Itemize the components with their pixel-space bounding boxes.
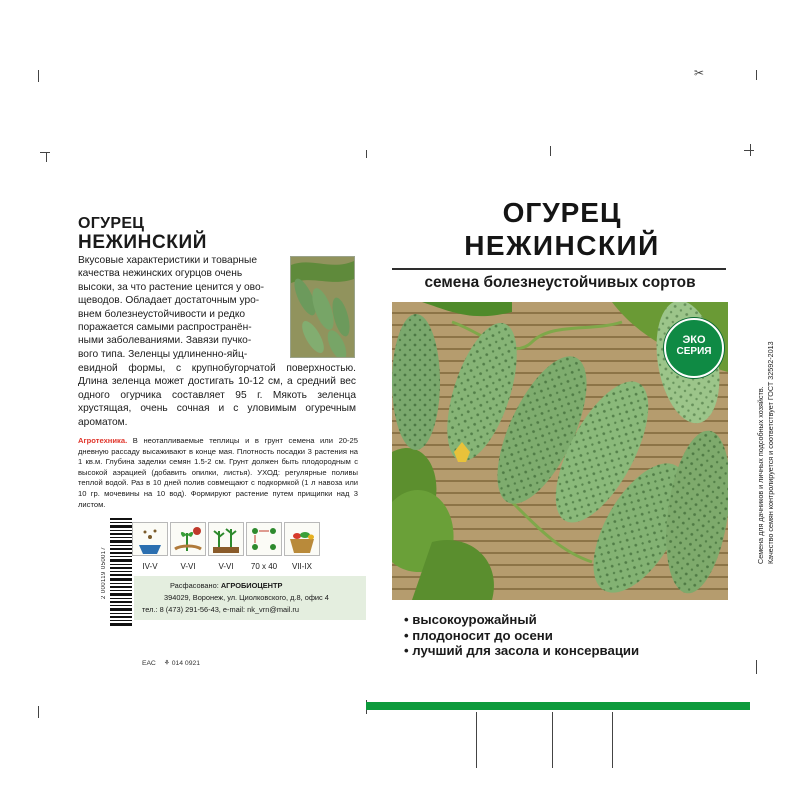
description-line: поражается самыми распространён- [78,322,252,334]
benefit-item: • лучший для засола и консервации [404,643,639,659]
benefit-item: • плодоносит до осени [404,628,639,644]
crop-mark [366,150,367,158]
eco-badge-line2: СЕРИЯ [676,346,712,357]
crop-mark [38,70,39,82]
harvest-basket-icon [284,522,320,556]
main-title-line2: НЕЖИНСКИЙ [464,230,660,261]
icon-label: IV-V [142,562,158,571]
packer-info [140,580,364,616]
barcode [110,518,132,628]
icon-label: V-VI [218,562,234,571]
cert-number: 014 0921 [171,660,201,667]
crop-mark [46,152,47,162]
agro-icons-row [132,522,320,562]
title-divider [392,268,726,270]
agrotechnics-label: Агротехника. [78,436,128,445]
crop-mark [750,144,751,156]
scissors-icon: ✂ [694,66,705,80]
crop-mark [38,706,39,718]
agrotechnics-text [78,436,358,510]
icon-label: 70 х 40 [250,562,278,571]
certification [142,659,200,667]
barcode-digits: 2 000119 050017 [101,546,107,600]
subtitle: семена болезнеустойчивых сортов [424,274,696,291]
crop-mark [756,70,757,80]
main-title-line1: ОГУРЕЦ [502,197,622,228]
packer-label: Расфасовано: [170,581,219,590]
crop-mark [612,712,613,768]
side-note [752,268,792,564]
packer-contacts: тел.: 8 (473) 291-56-43, e-mail: nk_vrn@mail.ru [142,605,300,614]
packer-address: 394029, Воронеж, ул. Циолковского, д.8, офис 4 [164,593,329,602]
left-title-line1: ОГУРЕЦ [78,215,145,232]
main-title [392,196,732,262]
description-continued: евидной формы, с крупнобугорчатой поверхностью. Длина зеленца может достигать 10-12 см, а средний вес одного огурчика составляет 95 г. Мякоть зеленца хрустящая, очень сочная и с уловимым огуречным ароматом. [78,363,356,428]
description-line: Вкусовые характеристики и товарные [78,255,257,266]
seedling-hand-icon [170,522,206,556]
benefits-list [404,612,639,659]
icon-label: VII-IX [291,562,312,571]
description-line: щеводов. Обладает достаточным уро- [78,295,260,307]
benefit-item: • высокоурожайный [404,612,639,628]
description-line: высоки, за что растение ценится у ово- [78,281,265,293]
side-note-line: Семена для дачников и личных подсобных хозяйств. [756,386,765,564]
description-line: ными заболеваниями. Завязи пучко- [78,335,252,347]
packer-name: АГРОБИОЦЕНТР [220,581,283,590]
left-title [78,214,207,252]
icon-label: V-VI [180,562,196,571]
seal-icon: ⚘ [163,660,170,667]
eac-mark: ЕАС [142,660,156,667]
crop-mark [550,146,551,156]
left-title-line2: НЕЖИНСКИЙ [78,232,207,253]
description-line: качества нежинских огурцов очень [78,268,243,280]
description-line: вого типа. Зеленцы удлиненно-яйц- [78,348,248,360]
description-line: внем болезнеустойчивости и редко [78,308,246,320]
eco-badge-line1: ЭКО [682,334,706,346]
sowing-pot-icon [132,522,168,556]
crop-mark [552,712,553,768]
crop-mark [756,660,757,674]
transplant-icon [208,522,244,556]
crop-mark [744,150,754,151]
agrotechnics-body: В неотапливаемые теплицы и в грунт семена или 20-25 дневную рассаду высаживают в конце мая. Плотность посадки 3 растения на 1 кв.м. Глубина заделки семян 1.5-2 см. Грунт должен быть плодородным с высокой аэрацией (добавить опилки, листья). УХОД: регулярные поливы теплой водой. Раз в 10 дней полив совмещают с подкормкой (1 л навоза или 10 гр. мочевины на 10 вод). Формируют растение путем прищипки над 3 листом. [78,436,358,509]
side-note-line: Качество семян контролируется и соответствует ГОСТ 32592-2013 [766,341,775,564]
planting-scheme-icon [246,522,282,556]
cucumber-thumbnail [290,256,355,358]
eco-series-badge [664,318,724,378]
crop-mark [476,712,477,768]
description-narrow [78,254,286,361]
green-band [366,702,750,710]
crop-mark [40,152,50,153]
